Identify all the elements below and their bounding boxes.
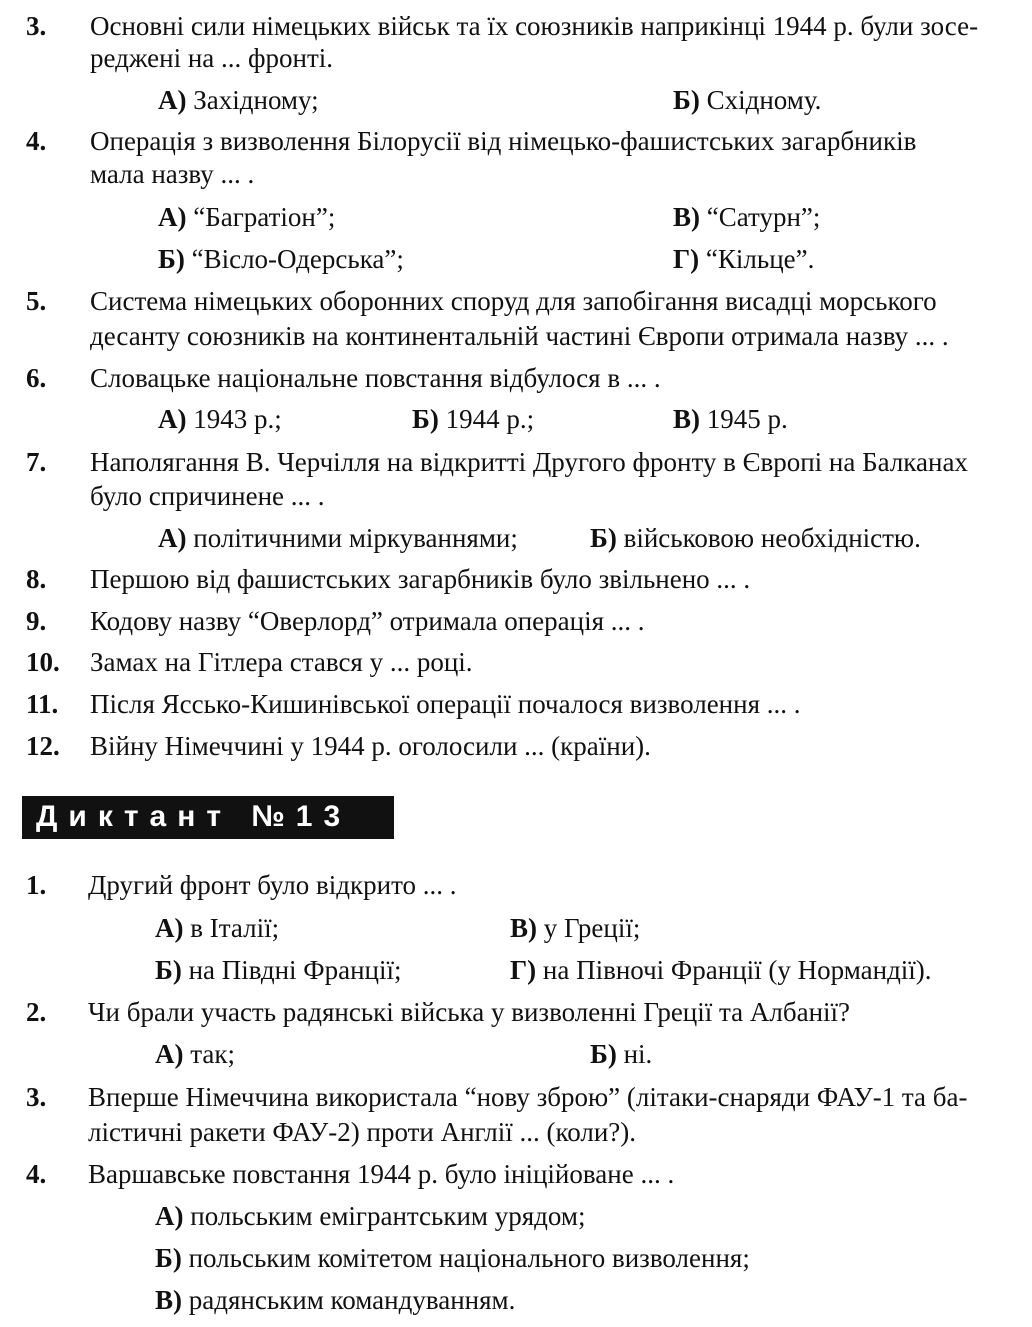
question-text: десанту союзників на континентальній частині Європи отримала назву ... . xyxy=(90,321,949,351)
option-b: Б) на Півдні Франції; xyxy=(155,955,402,985)
question-number: 4. xyxy=(26,126,47,156)
question-text: Першою від фашистських загарбників було звільнено ... . xyxy=(90,564,751,594)
option-v: В) 1945 р. xyxy=(673,404,788,434)
option-b: Б) польським комітетом національного визволення; xyxy=(155,1243,750,1273)
question-text: Операція з визволення Білорусії від німецько-фашистських загарбників xyxy=(90,126,917,156)
question-number: 3. xyxy=(26,1082,47,1112)
option-a: А) Західному; xyxy=(158,85,319,115)
question-text: лістичні ракети ФАУ-2) проти Англії ... (коли?). xyxy=(88,1117,637,1147)
question-text: Вперше Німеччина використала “нову зброю” (літаки-снаряди ФАУ-1 та ба- xyxy=(88,1082,968,1112)
option-a: А) польським емігрантським урядом; xyxy=(155,1201,586,1231)
option-a: А) в Італії; xyxy=(155,913,280,943)
question-text: Кодову назву “Оверлорд” отримала операція ... . xyxy=(90,606,645,636)
question-number: 7. xyxy=(26,447,47,477)
question-number: 1. xyxy=(26,870,47,900)
question-number: 5. xyxy=(26,286,47,316)
banner-title: Диктант №13 xyxy=(36,800,352,833)
question-number: 9. xyxy=(26,606,47,636)
dictation-banner xyxy=(22,796,394,839)
question-number: 8. xyxy=(26,564,47,594)
question-number: 3. xyxy=(26,11,47,41)
question-number: 12. xyxy=(26,731,60,761)
option-b: Б) “Вісло-Одерська”; xyxy=(158,244,404,274)
option-g: Г) “Кільце”. xyxy=(673,244,815,274)
option-b: Б) військовою необхідністю. xyxy=(590,523,921,553)
question-text: Чи брали участь радянські війська у визволенні Греції та Албанії? xyxy=(88,997,850,1027)
question-number: 2. xyxy=(26,997,47,1027)
question-number: 11. xyxy=(26,689,59,719)
option-v: В) радянським командуванням. xyxy=(155,1285,516,1315)
question-text: Другий фронт було відкрито ... . xyxy=(88,870,457,900)
question-text: Замах на Гітлера стався у ... році. xyxy=(90,647,473,677)
option-a: А) політичними міркуваннями; xyxy=(158,523,518,553)
question-text: Словацьке національне повстання відбулося в ... . xyxy=(90,363,661,393)
question-text: Наполягання В. Черчілля на відкритті Другого фронту в Європі на Балканах xyxy=(90,447,968,477)
option-a: А) так; xyxy=(155,1039,235,1069)
option-a: А) “Багратіон”; xyxy=(158,202,336,232)
question-number: 4. xyxy=(26,1159,47,1189)
question-text: Війну Німеччині у 1944 р. оголосили ... (країни). xyxy=(90,731,651,761)
question-text: Система німецьких оборонних споруд для запобігання висадці морського xyxy=(90,286,937,316)
option-b: Б) Східному. xyxy=(673,85,822,115)
question-text: мала назву ... . xyxy=(90,159,255,189)
option-b: Б) ні. xyxy=(590,1039,653,1069)
option-b: Б) 1944 р.; xyxy=(412,404,535,434)
option-a: А) 1943 р.; xyxy=(158,404,282,434)
question-text: реджені на ... фронті. xyxy=(90,43,334,73)
question-text: Після Яссько-Кишинівської операції почалося визволення ... . xyxy=(90,689,801,719)
question-text: було спричинене ... . xyxy=(90,481,325,511)
option-g: Г) на Півночі Франції (у Нормандії). xyxy=(510,955,932,985)
question-text: Основні сили німецьких військ та їх союзників наприкінці 1944 р. були зосе- xyxy=(90,11,979,41)
question-number: 6. xyxy=(26,363,47,393)
option-v: В) “Сатурн”; xyxy=(673,202,821,232)
question-number: 10. xyxy=(26,647,60,677)
question-text: Варшавське повстання 1944 р. було ініційоване ... . xyxy=(88,1159,675,1189)
option-v: В) у Греції; xyxy=(510,913,641,943)
